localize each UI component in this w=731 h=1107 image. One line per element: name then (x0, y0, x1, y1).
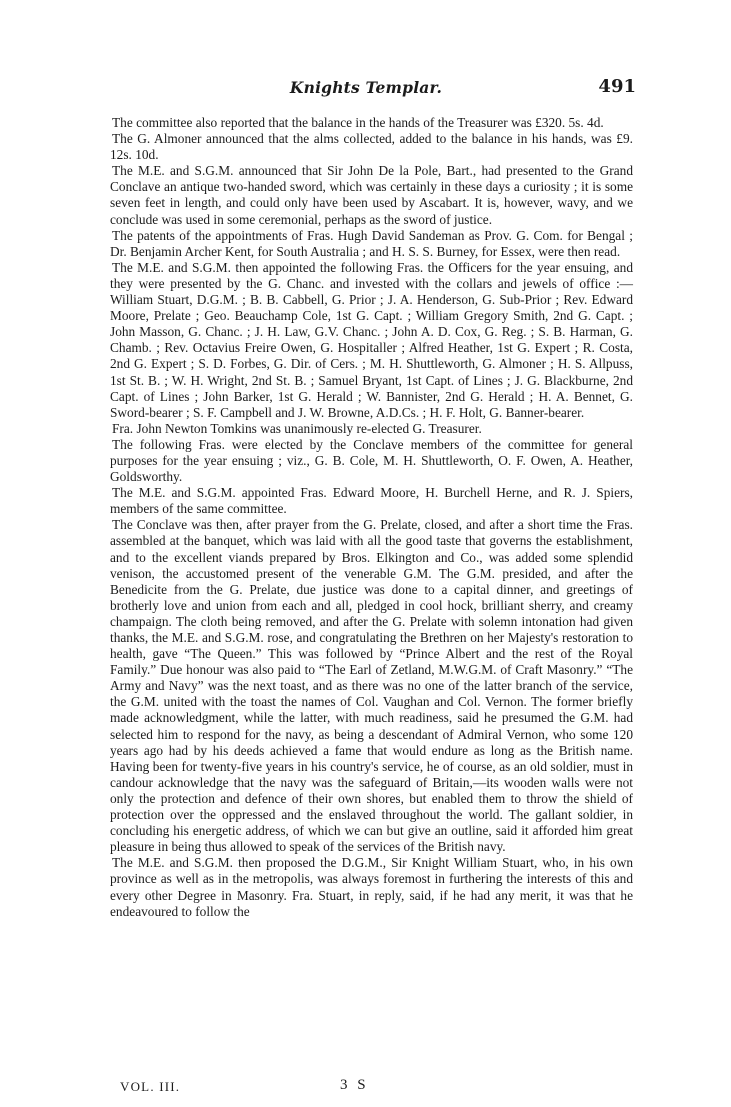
paragraph-almoner-alms: The G. Almoner announced that the alms collected, added to the balance in his hands, was £9. 12s. 10d. (110, 131, 633, 163)
paragraph-patents: The patents of the appointments of Fras. Hugh David Sandeman as Prov. G. Com. for Bengal ; Dr. Benjamin Archer Kent, for South Australia ; and H. S. S. Burney, for Essex, were then read. (110, 227, 633, 259)
paragraph-officers-appointed: The M.E. and S.G.M. then appointed the following Fras. the Officers for the year ensuing, and they were presented by the G. Chanc. and invested with the collars and jewels of office :—William Stuart, D.G.M. ; B. B. Cabbell, G. Prior ; J. A. Henderson, G. Sub-Prior ; Rev. Edward Moore, Prelate ; Geo. Beauchamp Cole, 1st G. Capt. ; William Gregory Smith, 2nd G. Capt. ; John Masson, G. Chanc. ; J. H. Law, G.V. Chanc. ; John A. D. Cox, G. Reg. ; S. B. Harman, G. Chamb. ; Rev. Octavius Freire Owen, G. Hospitaller ; Alfred Heather, 1st G. Expert ; R. Costa, 2nd G. Expert ; S. D. Forbes, G. Dir. of Cers. ; M. H. Shuttleworth, G. Almoner ; H. S. Allpuss, 1st St. B. ; W. H. Wright, 2nd St. B. ; Samuel Bryant, 1st Capt. of Lines ; J. G. Blackburne, 2nd Capt. of Lines ; John Barker, 1st G. Herald ; W. Bannister, 2nd G. Herald ; H. A. Bennet, G. Sword-bearer ; S. F. Campbell and J. W. Browne, A.D.Cs. ; H. F. Holt, G. Banner-bearer. (110, 259, 633, 420)
paragraph-sword-presentation: The M.E. and S.G.M. announced that Sir John De la Pole, Bart., had presented to the Grand Conclave an antique two-handed sword, which was certainly in these days a curiosity ; it is some seven feet in length, and could only have been used by Ascabart. It is, however, wavy, and we conclude was used in some ceremonial, perhaps as the sword of justice. (110, 163, 633, 227)
page-number: 491 (598, 76, 636, 97)
paragraph-committee-appointed: The M.E. and S.G.M. appointed Fras. Edward Moore, H. Burchell Herne, and R. J. Spiers, members of the same committee. (110, 485, 633, 517)
paragraph-committee-elected: The following Fras. were elected by the Conclave members of the committee for general purposes for the year ensuing ; viz., G. B. Cole, M. H. Shuttleworth, O. F. Owen, A. Heather, Goldsworthy. (110, 436, 633, 485)
paragraph-dgm-toast: The M.E. and S.G.M. then proposed the D.G.M., Sir Knight William Stuart, who, in his own province as well as in the metropolis, was always foremost in furthering the interests of this and every other Degree in Masonry. Fra. Stuart, in reply, said, if he had any merit, it was that he endeavoured to follow the (110, 855, 633, 919)
page-header (96, 78, 636, 102)
paragraph-treasurer-reelected: Fra. John Newton Tomkins was unanimously re-elected G. Treasurer. (112, 420, 482, 436)
signature-mark: 3 S (340, 1077, 369, 1093)
paragraph-banquet: The Conclave was then, after prayer from the G. Prelate, closed, and after a short time the Fras. assembled at the banquet, which was laid with all the good taste that governs the establishment, and to the excellent viands prepared by Bros. Elkington and Co., was added some splendid venison, the accustomed present of the venerable G.M. The G.M. presided, and after the Benedicite from the G. Prelate, due justice was done to a capital dinner, and greetings of brotherly love and union from each and all, pledged in cool hock, brilliant sherry, and creamy champaign. The cloth being removed, and after the G. Prelate with solemn intonation had given thanks, the M.E. and S.G.M. rose, and congratulating the Brethren on her Majesty's restoration to health, gave “The Queen.” This was followed by “Prince Albert and the rest of the Royal Family.” Due honour was also paid to “The Earl of Zetland, M.W.G.M. of Craft Masonry.” “The Army and Navy” was the next toast, and as there was no one of the latter branch of the service, the G.M. united with the toast the names of Col. Vaughan and Col. Vernon. The former briefly made acknowledgment, while the latter, with much readiness, said he presumed the G.M. had selected him to respond for the navy, as being a descendant of Admiral Vernon, who some 120 years ago had by his deeds achieved a fame that would endure as long as the British name. Having been for twenty-five years in his country's service, he of course, as an old soldier, must in candour acknowledge that the navy was the safeguard of Britain,—its wooden walls were not only the protection and defence of their own shores, but enabled them to throw the shield of protection over the oppressed and the enslaved throughout the world. The gallant soldier, in concluding his energetic address, of which we can but give an outline, said it afforded him great pleasure in being thus allowed to speak of the services of the British navy. (110, 517, 633, 855)
volume-label: VOL. III. (120, 1079, 181, 1094)
page-footer (120, 1079, 420, 1099)
paragraph-treasurer-balance: The committee also reported that the balance in the hands of the Treasurer was £320. 5s. 4d. (112, 115, 604, 130)
running-title: Knights Templar. (289, 78, 443, 97)
article-body (110, 115, 633, 920)
